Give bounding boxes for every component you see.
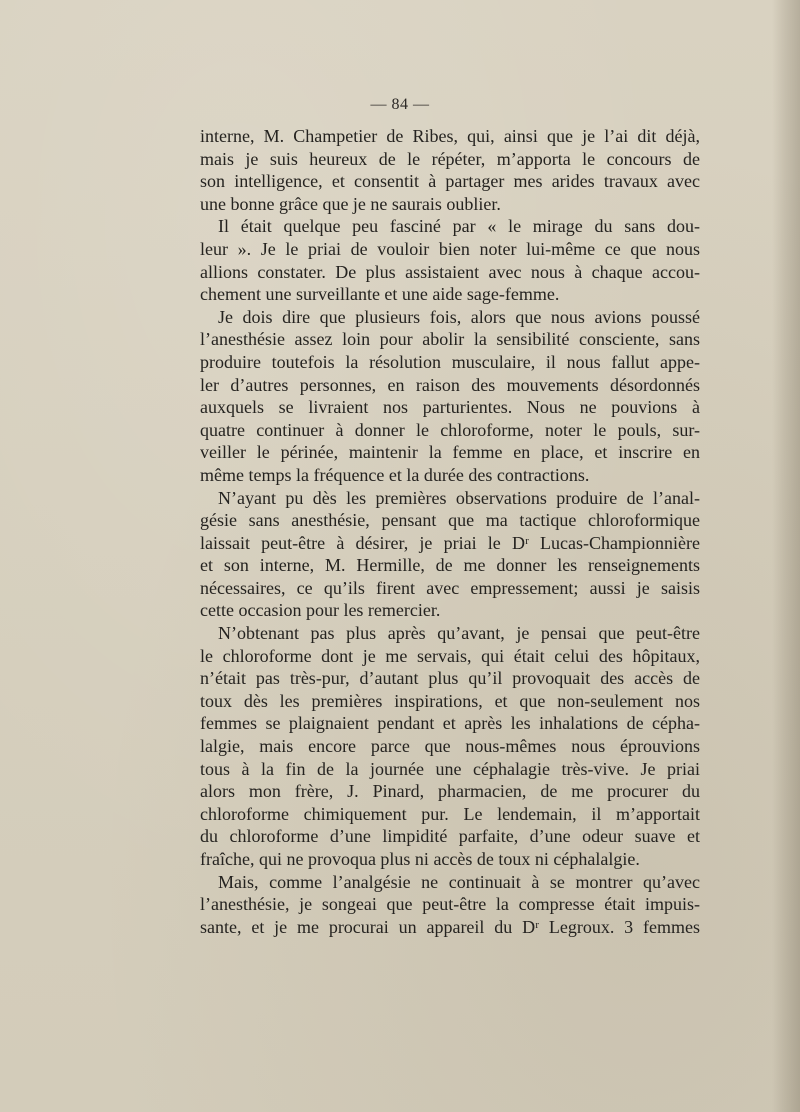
text-line: tous à la fin de la journée une céphalagie très-vive. Je priai (200, 758, 700, 779)
body-text (200, 125, 700, 938)
text-line: Je dois dire que plusieurs fois, alors que nous avions poussé (218, 306, 700, 327)
text-line: l’anesthésie, je songeai que peut-être la compresse était impuis- (200, 894, 700, 915)
text-line: Mais, comme l’analgésie ne continuait à se montrer qu’avec (218, 871, 700, 892)
text-line: interne, M. Champetier de Ribes, qui, ainsi que je l’ai dit déjà, (200, 126, 700, 146)
text-line: lalgie, mais encore parce que nous-mêmes nous éprouvions (200, 736, 700, 757)
text-line: nécessaires, ce qu’ils firent avec empressement; aussi je saisis (200, 577, 700, 598)
text-line: gésie sans anesthésie, pensant que ma tactique chloroformique (200, 510, 700, 531)
text-line: veiller le périnée, maintenir la femme en place, et inscrire en (200, 442, 700, 463)
text-line: sante, et je me procurai un appareil du Dʳ Legroux. 3 femmes (200, 916, 700, 937)
text-line: et son interne, M. Hermille, de me donner les renseignements (200, 555, 700, 576)
text-line: n’était pas très-pur, d’autant plus qu’il provoquait des accès de (200, 668, 700, 689)
text-line: N’ayant pu dès les premières observations produire de l’anal- (218, 487, 700, 508)
page-number: — 84 — (370, 96, 430, 113)
text-line: alors mon frère, J. Pinard, pharmacien, de me procurer du (200, 781, 700, 802)
text-line: laissait peut-être à désirer, je priai le Dʳ Lucas-Championnière (200, 532, 700, 553)
text-line: mais je suis heureux de le répéter, m’apporta le concours de (200, 148, 700, 169)
text-line: même temps la fréquence et la durée des contractions. (200, 464, 590, 485)
text-line: du chloroforme d’une limpidité parfaite, d’une odeur suave et (200, 826, 700, 847)
text-line: produire toutefois la résolution musculaire, il nous fallut appe- (200, 351, 700, 372)
text-line: allions constater. De plus assistaient avec nous à chaque accou- (200, 261, 700, 282)
text-line: ler d’autres personnes, en raison des mouvements désordonnés (200, 374, 700, 395)
text-line: femmes se plaignaient pendant et après les inhalations de cépha- (200, 713, 700, 734)
text-line: Il était quelque peu fasciné par « le mirage du sans dou- (218, 216, 700, 237)
text-line: leur ». Je le priai de vouloir bien noter lui-même ce que nous (200, 238, 700, 259)
text-line: son intelligence, et consentit à partager mes arides travaux avec (200, 171, 700, 192)
text-line: chloroforme chimiquement pur. Le lendemain, il m’apportait (200, 803, 700, 824)
text-line: fraîche, qui ne provoqua plus ni accès de toux ni céphalalgie. (200, 849, 640, 869)
text-line: toux dès les premières inspirations, et que non-seulement nos (200, 690, 700, 711)
text-line: N’obtenant pas plus après qu’avant, je pensai que peut-être (218, 623, 700, 644)
text-line: une bonne grâce que je ne saurais oublier. (200, 193, 501, 214)
text-line: l’anesthésie assez loin pour abolir la sensibilité consciente, sans (200, 329, 700, 350)
page-edge-shadow (772, 0, 800, 1112)
text-line: auxquels se livraient nos parturientes. Nous ne pouvions à (200, 397, 700, 418)
text-line: chement une surveillante et une aide sage-femme. (200, 284, 560, 305)
text-line: cette occasion pour les remercier. (200, 600, 441, 621)
text-line: le chloroforme dont je me servais, qui était celui des hôpitaux, (200, 645, 700, 666)
text-line: quatre continuer à donner le chloroforme, noter le pouls, sur- (200, 419, 700, 440)
